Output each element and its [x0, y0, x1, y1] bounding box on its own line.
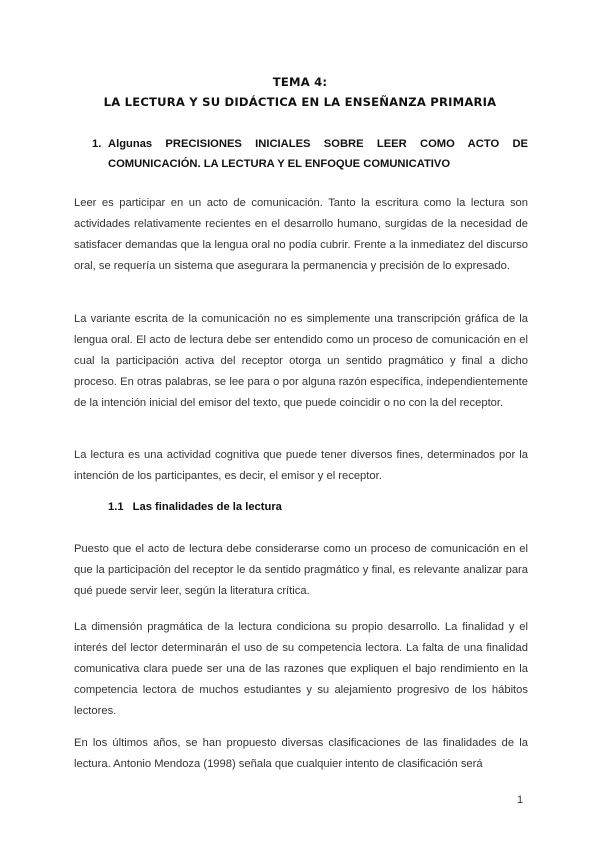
paragraph: Puesto que el acto de lectura debe considerarse como un proceso de comunicación en el que la participación del receptor le da sentido pragmático y final, es relevante analizar para qué puede servir leer, según la literatura crítica.: [74, 543, 528, 597]
section-heading-line-1: Algunas PRECISIONES INICIALES SOBRE LEER COMO ACTO DE: [108, 138, 528, 150]
paragraph: En los últimos años, se han propuesto diversas clasificaciones de las finalidades de la lectura. Antonio Mendoza (1998) señala que cualquier intento de clasificación será: [74, 737, 528, 770]
paragraph: La lectura es una actividad cognitiva que puede tener diversos fines, determinados por la intención de los participantes, es decir, el emisor y el receptor.: [74, 449, 528, 482]
paragraph: Leer es participar en un acto de comunicación. Tanto la escritura como la lectura son actividades relativamente recientes en el desarrollo humano, surgidas de la necesidad de satisfacer demandas que la lengua oral no podía cubrir. Frente a la inmediatez del discurso oral, se requería un sistema que asegurara la permanencia y precisión de lo expresado.: [74, 197, 528, 272]
subsection-number: 1.1: [108, 501, 124, 513]
paragraph: La dimensión pragmática de la lectura condiciona su propio desarrollo. La finalidad y el interés del lector determinarán el uso de su competencia lectora. La falta de una finalidad comunicativa clara puede ser una de las razones que expliquen el bajo rendimiento en la competencia lectora de muchos estudiantes y su alejamiento progresivo de los hábitos lectores.: [74, 621, 528, 717]
paragraph: La variante escrita de la comunicación no es simplemente una transcripción gráfica de la lengua oral. El acto de lectura debe ser entendido como un proceso de comunicación en el cual la participación activa del receptor otorga un sentido pragmático y final a dicho proceso. En otras palabras, se lee para o por alguna razón específica, independientemente de la intención inicial del emisor del texto, que puede coincidir o no con la del receptor.: [74, 313, 528, 409]
subsection-title: Las finalidades de la lectura: [132, 501, 282, 513]
page-number: 1: [517, 794, 524, 806]
topic-subtitle: LA LECTURA Y SU DIDÁCTICA EN LA ENSEÑANZA PRIMARIA: [103, 95, 497, 109]
section-heading-line-2: COMUNICACIÓN. LA LECTURA Y EL ENFOQUE COMUNICATIVO: [108, 158, 451, 170]
section-number: 1.: [92, 138, 102, 150]
topic-title: TEMA 4:: [272, 75, 328, 89]
subsection-heading: [108, 501, 282, 513]
